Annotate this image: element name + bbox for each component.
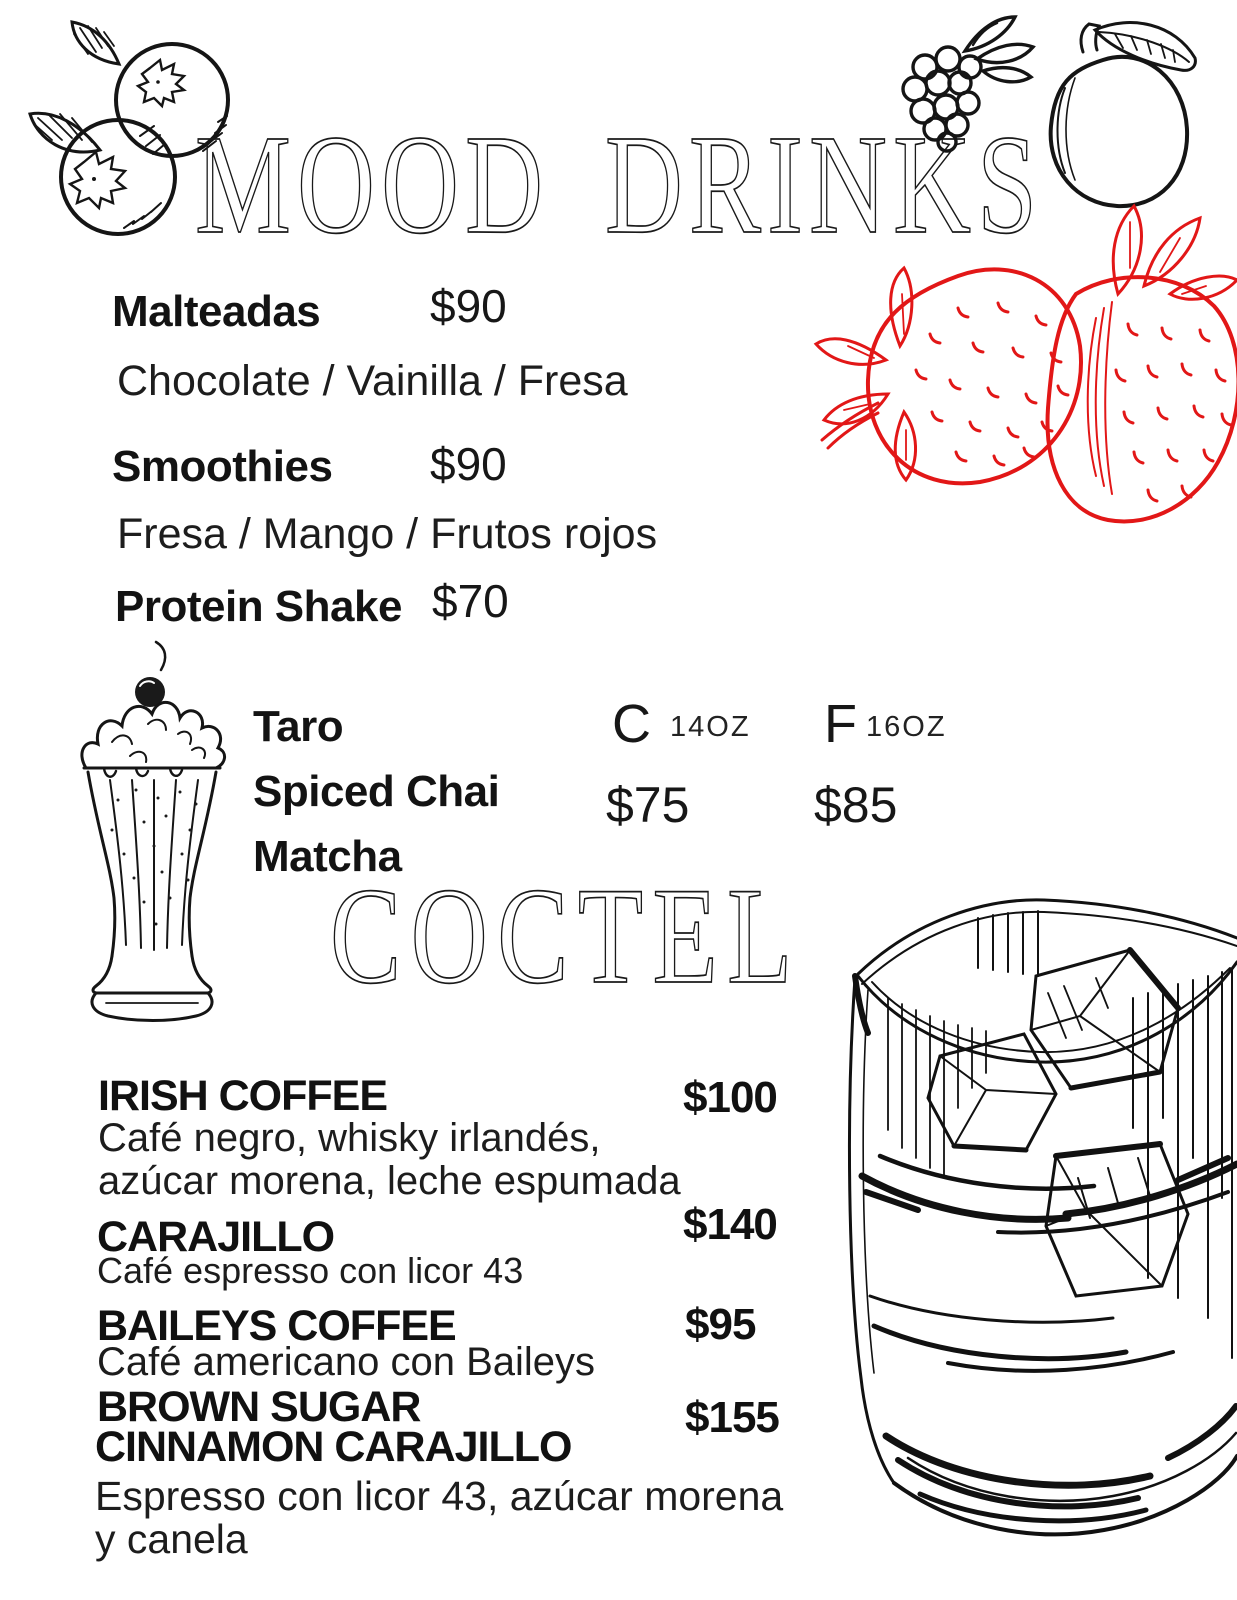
- strawberries-icon: [808, 198, 1237, 543]
- mango-icon: [1035, 18, 1205, 223]
- size-small-price: $75: [606, 777, 690, 833]
- item-price-smoothies: $90: [430, 438, 507, 490]
- citem-name-brown-sugar-line1: BROWN SUGAR: [97, 1383, 421, 1431]
- citem-desc2-irish-coffee: azúcar morena, leche espumada: [98, 1159, 681, 1203]
- citem-price-irish-coffee: $100: [683, 1073, 777, 1122]
- citem-desc1-irish-coffee: Café negro, whisky irlandés,: [98, 1116, 601, 1160]
- size-large-price: $85: [814, 777, 898, 833]
- milkshake-icon: [66, 640, 241, 1030]
- citem-desc2-brown-sugar: y canela: [95, 1516, 248, 1562]
- flavor-spiced-chai: Spiced Chai: [253, 767, 500, 816]
- citem-price-carajillo: $140: [683, 1200, 777, 1249]
- citem-name-baileys-coffee: BAILEYS COFFEE: [97, 1302, 456, 1350]
- item-name-protein-shake: Protein Shake: [115, 582, 402, 631]
- flavor-matcha: Matcha: [253, 832, 402, 881]
- citem-name-irish-coffee: IRISH COFFEE: [98, 1072, 388, 1120]
- citem-desc1-carajillo: Café espresso con licor 43: [97, 1250, 524, 1291]
- item-price-malteadas: $90: [430, 280, 507, 332]
- page-title: MOOD DRINKS: [195, 105, 1044, 263]
- size-small-oz: 14OZ: [670, 711, 751, 743]
- item-price-protein-shake: $70: [432, 575, 509, 627]
- size-small-letter: C: [612, 694, 651, 754]
- flavor-taro: Taro: [253, 702, 344, 751]
- citem-desc1-brown-sugar: Espresso con licor 43, azúcar morena: [95, 1473, 784, 1519]
- citem-price-baileys-coffee: $95: [685, 1300, 756, 1349]
- whiskey-glass-icon: [828, 858, 1237, 1565]
- item-name-smoothies: Smoothies: [112, 442, 333, 491]
- raspberry-icon: [895, 15, 1045, 155]
- item-name-malteadas: Malteadas: [112, 287, 321, 336]
- item-desc-smoothies: Fresa / Mango / Frutos rojos: [117, 510, 658, 558]
- item-desc-malteadas: Chocolate / Vainilla / Fresa: [117, 357, 628, 405]
- coctel-title: COCTEL: [330, 859, 802, 1012]
- size-large-letter: F: [824, 694, 857, 754]
- citem-price-brown-sugar: $155: [685, 1393, 779, 1442]
- citem-desc1-baileys-coffee: Café americano con Baileys: [97, 1340, 596, 1384]
- size-large-oz: 16OZ: [866, 711, 947, 743]
- citem-name-carajillo: CARAJILLO: [97, 1213, 335, 1261]
- citem-name-brown-sugar-line2: CINNAMON CARAJILLO: [95, 1423, 572, 1471]
